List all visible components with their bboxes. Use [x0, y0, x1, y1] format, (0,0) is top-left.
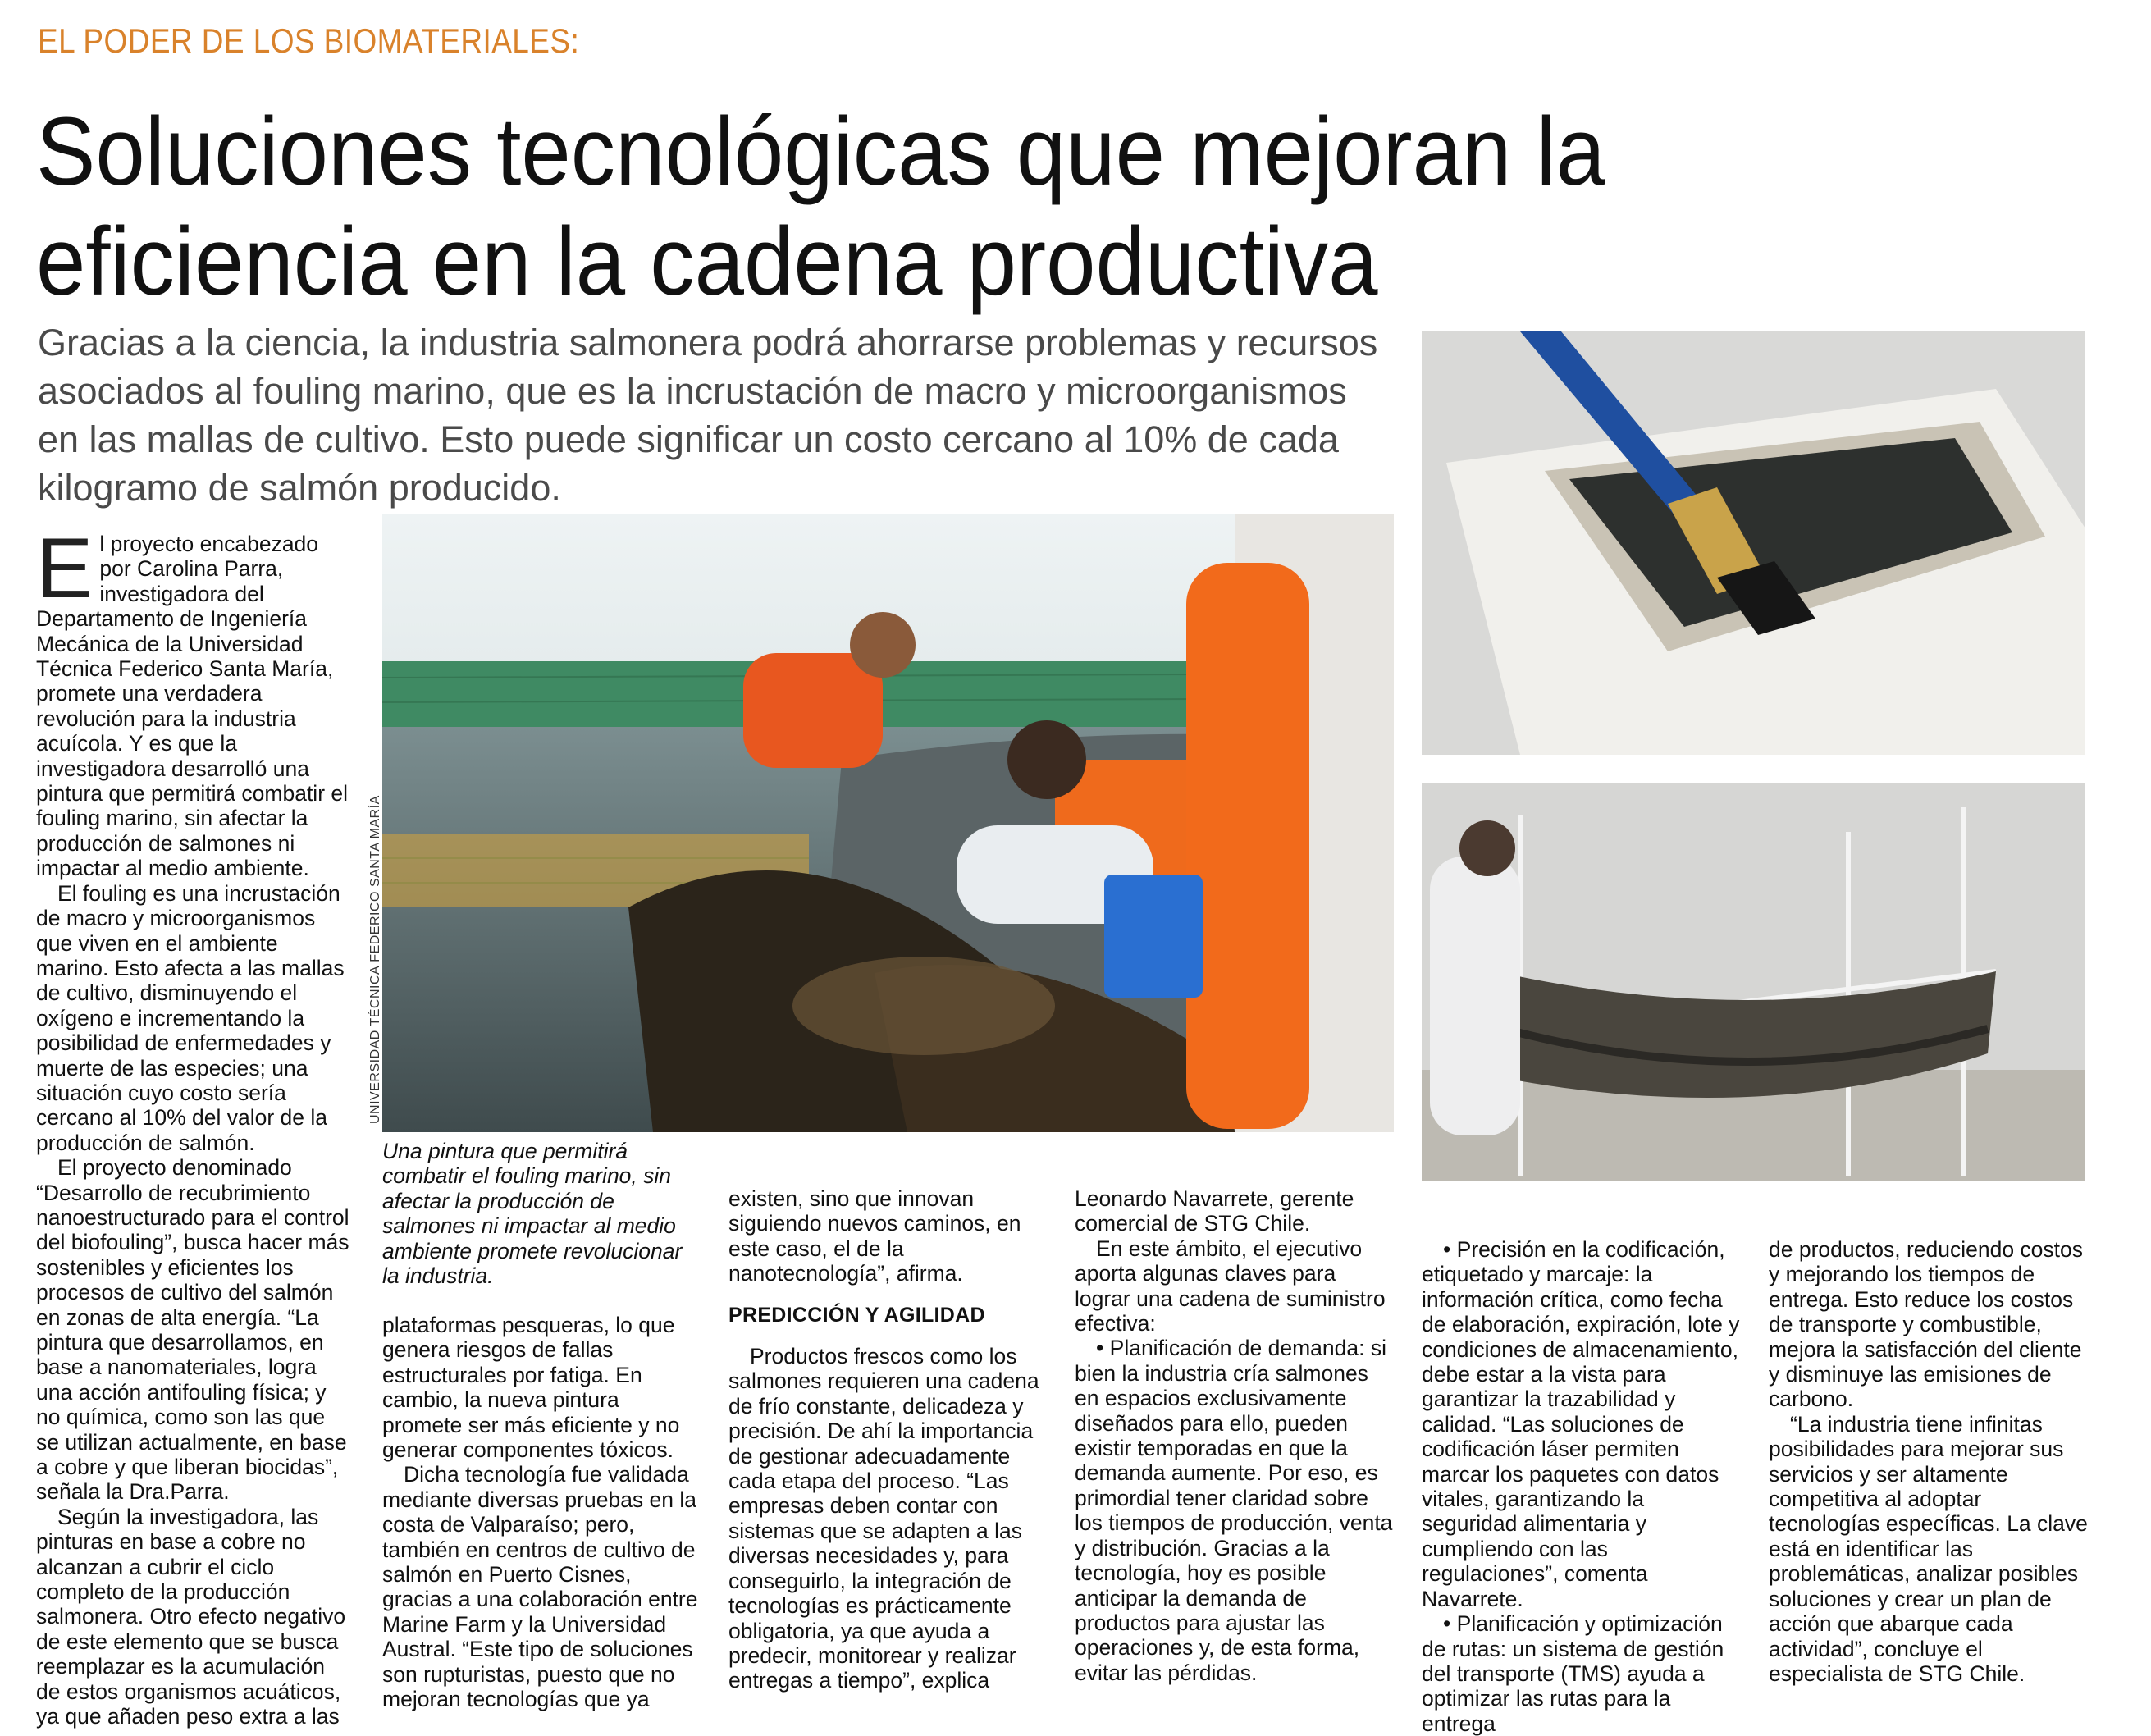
drop-cap: E [36, 521, 94, 616]
headline-line-2: eficiencia en la cadena productiva [36, 208, 1378, 316]
deck-line-3: en las mallas de cultivo. Esto puede significar un costo cercano al 10% de cada [38, 418, 1339, 460]
body-paragraph: • Planificación y optimización de rutas: un sistema de gestión del transporte (TMS) ayuda a optimizar las rutas para la entrega [1422, 1611, 1724, 1736]
photo-net-test-frame [1422, 783, 2085, 1181]
article-column-6 [1769, 1237, 2090, 1686]
article-column-3 [728, 1186, 1048, 1693]
deck-line-2: asociados al fouling marino, que es la incrustación de macro y microorganismos [38, 370, 1347, 412]
deck-line-4: kilogramo de salmón producido. [38, 467, 561, 509]
body-paragraph: En este ámbito, el ejecutivo aporta algunas claves para lograr una cadena de suministro efectiva: [1075, 1236, 1386, 1336]
deck [38, 318, 1400, 512]
body-paragraph: Según la investigadora, las pinturas en base a cobre no alcanzan a cubrir el ciclo completo de la producción salmonera. Otro efecto negativo de este elemento que se busca reemplazar es la acumulación de estos organismos acuáticos, ya que añaden peso extra a las [36, 1504, 346, 1729]
body-paragraph: • Precisión en la codificación, etiquetado y marcaje: la información crítica, como fecha de elaboración, expiración, lote y condiciones de almacenamiento, debe estar a la vista para garantizar la trazabilidad y calidad. “Las soluciones de codificación láser permiten marcar los paquetes con datos vitales, garantizando la seguridad alimentaria y cumpliendo con las regulaciones”, comenta Navarrete. [1422, 1237, 1740, 1611]
section-kicker: EL PODER DE LOS BIOMATERIALES: [38, 21, 580, 60]
body-paragraph: Dicha tecnología fue validada mediante diversas pruebas en la costa de Valparaíso; pero, también en centros de cultivo de salmón en Puerto Cisnes, gracias a una colaboración entre Marine Farm y la Universidad Austral. “Este tipo de soluciones son rupturistas, puesto que no mejoran tecnologías que ya [382, 1462, 698, 1712]
photo-brush-painting-plate [1422, 331, 2085, 755]
body-paragraph: de productos, reduciendo costos y mejorando los tiempos de entrega. Esto reduce los costos de transporte y combustible, mejora la satisfacción del cliente y disminuye las emisiones de carbono. [1769, 1237, 2084, 1412]
article-column-4 [1075, 1186, 1395, 1685]
deck-line-1: Gracias a la ciencia, la industria salmonera podrá ahorrarse problemas y recursos [38, 322, 1378, 363]
article-column-1 [36, 521, 351, 1729]
body-paragraph: El proyecto denominado “Desarrollo de recubrimiento nanoestructurado para el control del biofouling”, busca hacer más sostenibles y eficientes los procesos de cultivo del salmón en zonas de alta energía. “La pintura que desarrollamos, en base a nanomateriales, logra una acción antifouling física; y no química, como son las que se utilizan actualmente, en base a cobre y que liberan biocidas”, señala la Dra.Parra. [36, 1155, 349, 1505]
body-paragraph: “La industria tiene infinitas posibilidades para mejorar sus servicios y ser altamente competitiva al adoptar tecnologías específicas. La clave está en identificar las problemáticas, analizar posibles soluciones y crear un plan de acción que abarque cada actividad”, concluye el especialista de STG Chile. [1769, 1411, 2088, 1686]
main-photo-net-workers [382, 514, 1394, 1132]
body-paragraph: existen, sino que innovan siguiendo nuevos caminos, en este caso, el de la nanotecnología”, afirma. [728, 1186, 1021, 1286]
headline-line-1: Soluciones tecnológicas que mejoran la [36, 98, 1606, 206]
section-subhead: PREDICCIÓN Y AGILIDAD [728, 1303, 985, 1327]
body-paragraph: plataformas pesqueras, lo que genera riesgos de fallas estructurales por fatiga. En cambio, la nueva pintura promete ser más eficiente y no generar componentes tóxicos. [382, 1313, 680, 1463]
body-paragraph: • Planificación de demanda: si bien la industria cría salmones en espacios exclusivamente diseñados para ello, pueden existir temporadas en que la demanda aumente. Por eso, es primordial tener claridad sobre los tiempos de producción, venta y distribución. Gracias a la tecnología, hoy es posible anticipar la demanda de productos para ajustar las operaciones y, de esta forma, evitar las pérdidas. [1075, 1336, 1393, 1685]
article-column-5 [1422, 1237, 1742, 1736]
body-paragraph: El fouling es una incrustación de macro y microorganismos que viven en el ambiente marino. Esto afecta a las mallas de cultivo, disminuyendo el oxígeno e incrementando la posibilidad de enfermedades y muerte de las especies; una situación cuyo costo sería cercano al 10% del valor de la producción de salmón. [36, 880, 345, 1155]
body-paragraph: l proyecto encabezado por Carolina Parra, investigadora del Departamento de Ingeniería Mecánica de la Universidad Técnica Federico Santa María, promete una verdadera revolución para la industria acuícola. Y es que la investigadora desarrolló una pintura que permitirá combatir el fouling marino, sin afectar la producción de salmones ni impactar al medio ambiente. [36, 532, 349, 881]
body-paragraph: Productos frescos como los salmones requieren una cadena de frío constante, delicadeza y precisión. De ahí la importancia de gestionar adecuadamente cada etapa del proceso. “Las empresas deben contar con sistemas que se adapten a las diversas necesidades y, para conseguirlo, la integración de tecnologías es prácticamente obligatoria, ya que ayuda a predecir, monitorear y realizar entregas a tiempo”, explica [728, 1344, 1039, 1693]
article-column-2 [382, 1313, 702, 1712]
headline [36, 97, 1697, 317]
photo-caption: Una pintura que permitirá combatir el fouling marino, sin afectar la producción de salmones ni impactar al medio ambiente promete revolucionar la industria. [382, 1139, 683, 1289]
photo-credit: UNIVERSIDAD TÉCNICA FEDERICO SANTA MARÍA [368, 795, 382, 1124]
body-paragraph: Leonardo Navarrete, gerente comercial de STG Chile. [1075, 1186, 1354, 1236]
